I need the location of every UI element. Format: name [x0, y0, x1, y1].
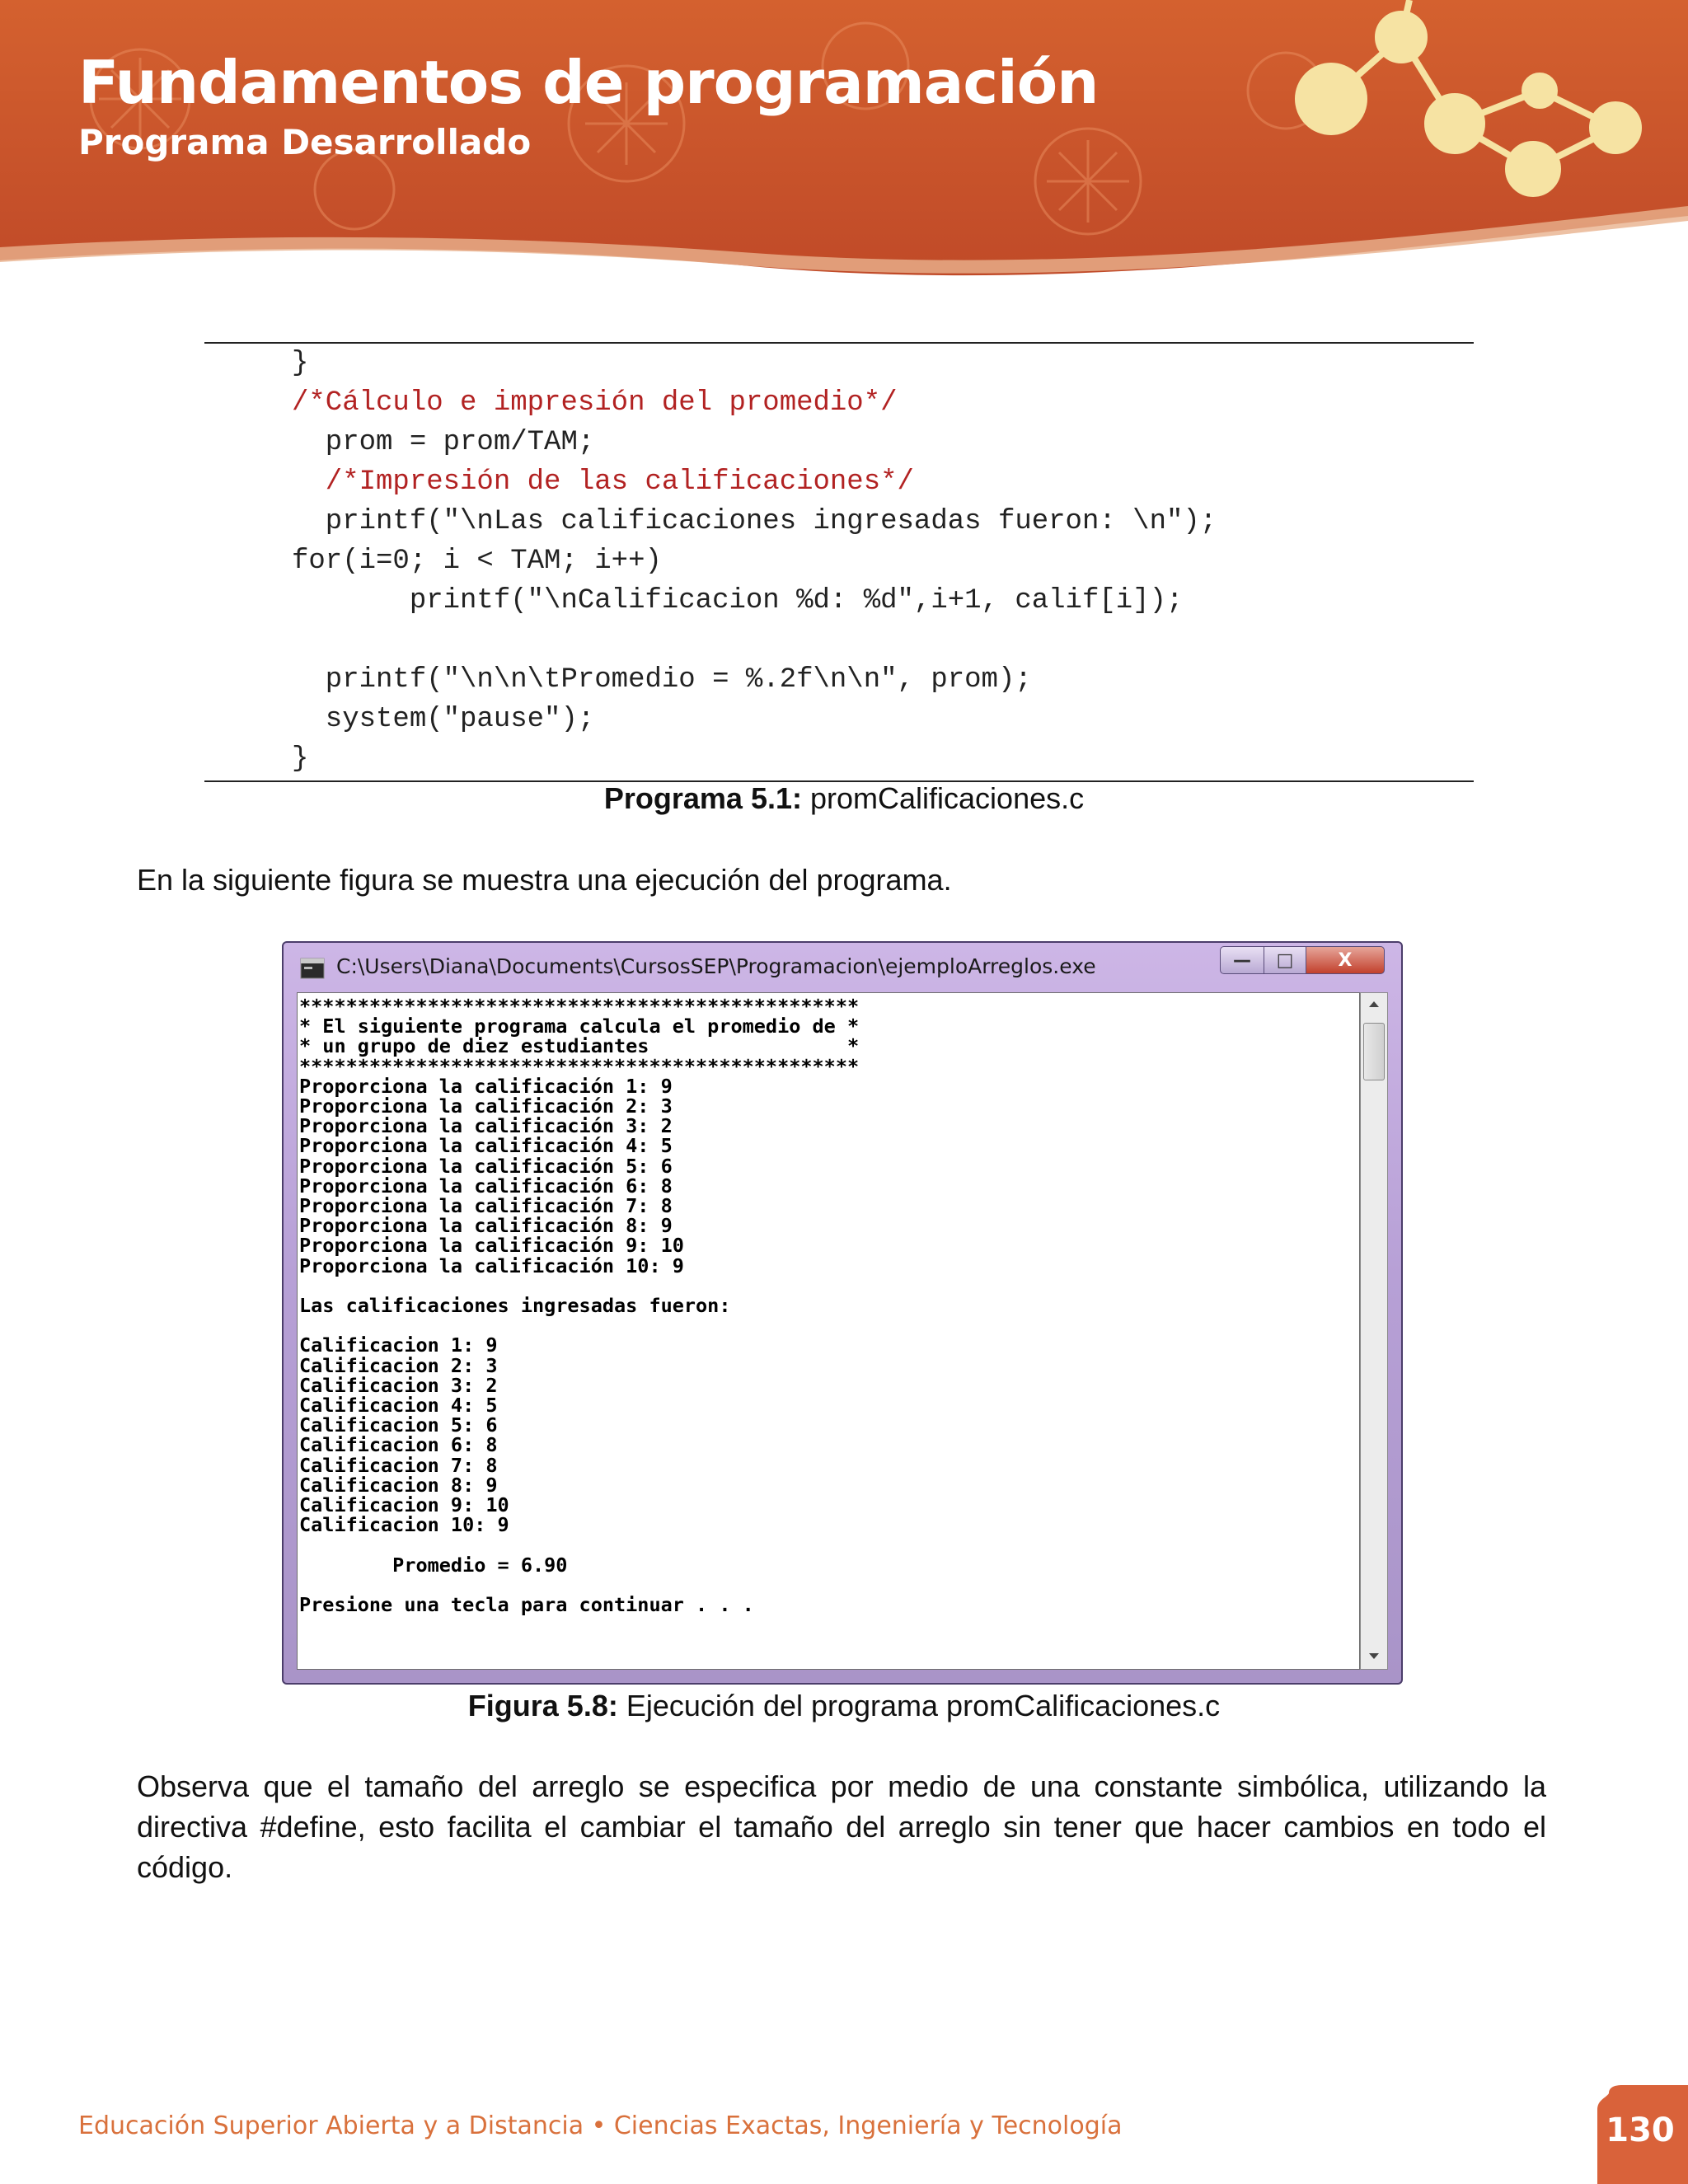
code-line-6: for(i=0; i < TAM; i++) [292, 546, 662, 577]
console-line: Calificacion 1: 9 [299, 1333, 498, 1357]
window-title: C:\Users\Diana\Documents\CursosSEP\Programacion\ejemploArreglos.exe [336, 954, 1096, 978]
console-line: Calificacion 4: 5 [299, 1394, 498, 1417]
program-caption-text: promCalificaciones.c [801, 781, 1085, 815]
page-header [0, 0, 1688, 297]
code-line-9: printf("\n\n\tPromedio = %.2f\n\n", prom); [292, 664, 1032, 696]
code-line-5: printf("\nLas calificaciones ingresadas fueron: \n"); [292, 506, 1217, 537]
console-line: Calificacion 2: 3 [299, 1353, 498, 1377]
console-line: Calificacion 5: 6 [299, 1413, 498, 1437]
console-line: Calificacion 7: 8 [299, 1453, 498, 1477]
closing-paragraph: Observa que el tamaño del arreglo se especifica por medio de una constante simbólica, utilizando la directiva #define, esto facilita el cambiar el tamaño del arreglo sin tener que hacer cambios en todo el código. [137, 1769, 1546, 1884]
console-line: ************************************************ [299, 995, 860, 1018]
maximize-button[interactable]: □ [1264, 946, 1306, 974]
console-line: Promedio = 6.90 [299, 1553, 568, 1577]
console-app-icon [300, 958, 325, 979]
console-window [282, 941, 1403, 1685]
console-line: Las calificaciones ingresadas fueron: [299, 1294, 731, 1317]
code-line-11: } [292, 743, 309, 775]
console-line: Calificacion 10: 9 [299, 1513, 509, 1537]
console-scrollbar[interactable] [1360, 992, 1388, 1670]
console-line: Proporciona la calificación 1: 9 [299, 1074, 673, 1098]
code-line-1: } [292, 348, 309, 379]
program-caption-label: Programa 5.1: [603, 781, 802, 815]
intro-paragraph: En la siguiente figura se muestra una ejecución del programa. [137, 863, 952, 897]
code-line-3: prom = prom/TAM; [292, 427, 595, 458]
console-line: Proporciona la calificación 6: 8 [299, 1174, 673, 1197]
console-line: Proporciona la calificación 2: 3 [299, 1094, 673, 1118]
console-line: Proporciona la calificación 8: 9 [299, 1214, 673, 1238]
console-line: Presione una tecla para continuar . . . [299, 1593, 754, 1616]
code-line-7: printf("\nCalificacion %d: %d",i+1, calif[i]); [292, 585, 1184, 616]
console-line: Calificacion 8: 9 [299, 1473, 498, 1497]
console-line: Proporciona la calificación 3: 2 [299, 1114, 673, 1138]
code-line-2: /*Cálculo e impresión del promedio*/ [292, 387, 898, 419]
console-line: Proporciona la calificación 10: 9 [299, 1254, 684, 1277]
figure-caption [0, 1689, 1688, 1723]
close-button[interactable]: X [1306, 946, 1385, 974]
console-line: * El siguiente programa calcula el promedio de * [299, 1015, 860, 1038]
console-line: Proporciona la calificación 4: 5 [299, 1134, 673, 1158]
program-caption [0, 781, 1688, 816]
page-title: Fundamentos de programación [78, 48, 1099, 117]
minimize-button[interactable]: — [1220, 946, 1264, 974]
page-number: 130 [1606, 2111, 1675, 2149]
page-subtitle: Programa Desarrollado [78, 122, 532, 162]
console-line: Proporciona la calificación 5: 6 [299, 1154, 673, 1178]
scroll-up-icon[interactable] [1368, 1000, 1380, 1008]
console-line: Calificacion 9: 10 [299, 1493, 509, 1516]
figure-caption-text: Ejecución del programa promCalificaciones.c [617, 1689, 1221, 1722]
console-line: Calificacion 3: 2 [299, 1373, 498, 1397]
console-line: Proporciona la calificación 9: 10 [299, 1234, 684, 1258]
code-line-10: system("pause"); [292, 704, 595, 735]
console-line: * un grupo de diez estudiantes * [299, 1034, 860, 1058]
code-line-4: /*Impresión de las calificaciones*/ [292, 466, 914, 498]
code-listing [204, 342, 1474, 782]
footer-text: Educación Superior Abierta y a Distancia • Ciencias Exactas, Ingeniería y Tecnología [78, 2111, 1123, 2140]
figure-caption-label: Figura 5.8: [467, 1689, 618, 1722]
console-line: Calificacion 6: 8 [299, 1433, 498, 1457]
scroll-down-icon[interactable] [1368, 1652, 1380, 1661]
scrollbar-thumb[interactable] [1363, 1023, 1385, 1080]
console-line: ************************************************ [299, 1054, 860, 1078]
console-output [297, 992, 1360, 1670]
console-line: Proporciona la calificación 7: 8 [299, 1194, 673, 1217]
